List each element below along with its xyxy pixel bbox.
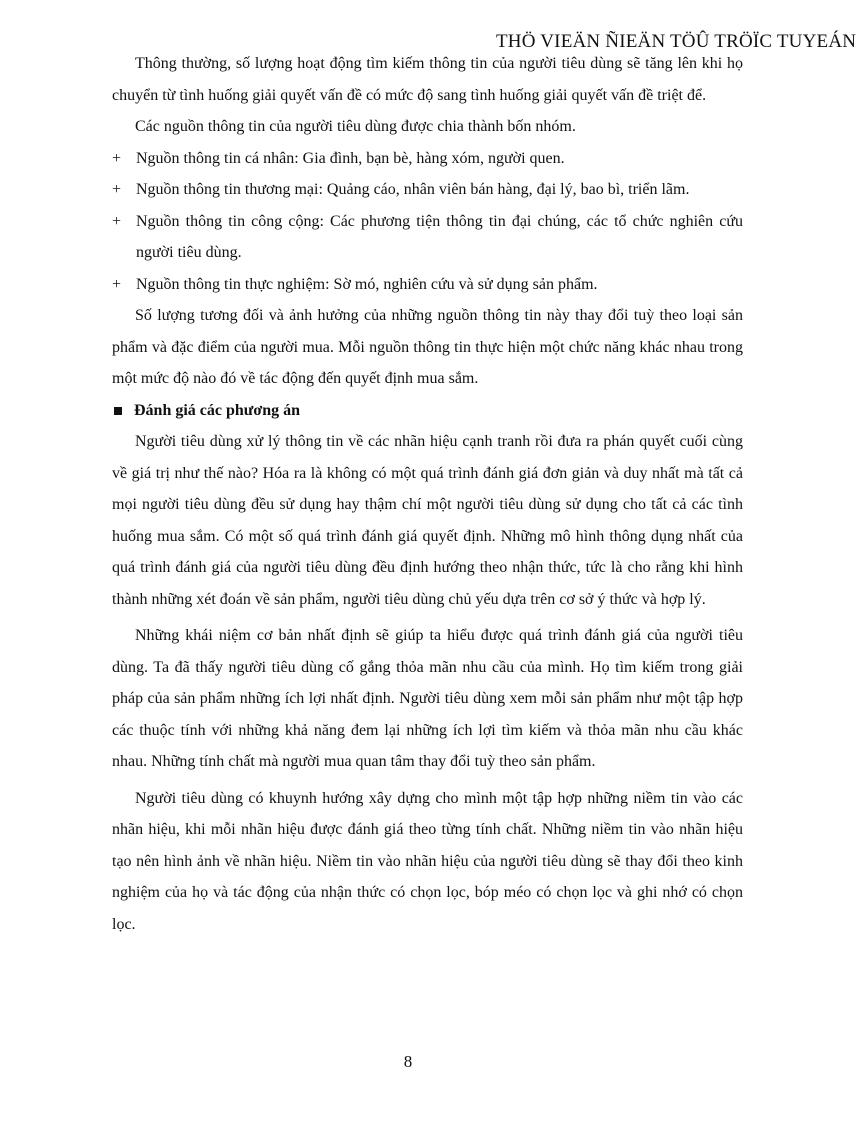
bullet-plus-icon: +	[112, 181, 122, 198]
list-item-text: Nguồn thông tin cá nhân: Gia đình, bạn bè, hàng xóm, người quen.	[136, 149, 565, 167]
bullet-plus-icon: +	[112, 212, 122, 230]
paragraph-basic-concepts: Những khái niệm cơ bản nhất định sẽ giúp ta hiểu được quá trình đánh giá của người tiêu dùng. Ta đã thấy người tiêu dùng cố gắng thỏa mãn nhu cầu của mình. Họ tìm kiếm trong giải pháp của sản phẩm những ích lợi nhất định. Người tiêu dùng xem mỗi sản phẩm như một tập hợp các thuộc tính với những khả năng đem lại những ích lợi tìm kiếm và thỏa mãn nhu cầu khác nhau. Những tính chất mà người mua quan tâm thay đổi tuỳ theo sản phẩm.	[112, 627, 743, 770]
list-item	[112, 206, 743, 269]
paragraph-info-sources-intro: Các nguồn thông tin của người tiêu dùng được chia thành bốn nhóm.	[135, 118, 576, 135]
paragraph-brand-beliefs: Người tiêu dùng có khuynh hướng xây dựng cho mình một tập hợp những niềm tin vào các nhãn hiệu, khi mỗi nhãn hiệu được đánh giá theo từng tính chất. Những niềm tin vào nhãn hiệu tạo nên hình ảnh về nhãn hiệu. Niềm tin vào nhãn hiệu của người tiêu dùng sẽ thay đổi theo kinh nghiệm của họ và tác động của nhận thức có chọn lọc, bóp méo có chọn lọc và ghi nhớ có chọn lọc.	[112, 789, 743, 933]
document-body	[112, 48, 743, 940]
bullet-plus-icon: +	[112, 149, 122, 167]
page-number: 8	[403, 1052, 413, 1071]
paragraph-relative-influence: Số lượng tương đối và ảnh hưởng của những nguồn thông tin này thay đổi tuỳ theo loại sản phẩm và đặc điểm của người mua. Mỗi nguồn thông tin thực hiện một chức năng khác nhau trong một mức độ nào đó về tác động đến quyết định mua sắm.	[112, 307, 743, 387]
list-item-text: Nguồn thông tin thương mại: Quảng cáo, nhân viên bán hàng, đại lý, bao bì, triển lãm.	[136, 181, 690, 198]
list-item-text: Nguồn thông tin thực nghiệm: Sờ mó, nghiên cứu và sử dụng sản phẩm.	[136, 275, 598, 293]
section-heading-text: Đánh giá các phương án	[134, 401, 301, 419]
list-item	[112, 269, 743, 301]
paragraph-evaluation-process: Người tiêu dùng xử lý thông tin về các nhãn hiệu cạnh tranh rồi đưa ra phán quyết cuối cùng về giá trị như thế nào? Hóa ra là không có một quá trình đánh giá đơn giản và duy nhất mà tất cả mọi người tiêu dùng đều sử dụng hay thậm chí một người tiêu dùng sử dụng cho tất cả các tình huống mua sắm. Có một số quá trình đánh giá quyết định. Những mô hình thông dụng nhất của quá trình đánh giá của người tiêu dùng đều định hướng theo nhận thức, tức là cho rằng khi hình thành những xét đoán về sản phẩm, người tiêu dùng chủ yếu dựa trên cơ sở ý thức và hợp lý.	[112, 433, 743, 608]
paragraph-search-activity: Thông thường, số lượng hoạt động tìm kiếm thông tin của người tiêu dùng sẽ tăng lên khi họ chuyển từ tình huống giải quyết vấn đề có mức độ sang tình huống giải quyết vấn đề triệt để.	[112, 55, 743, 104]
list-item	[112, 143, 743, 175]
square-bullet-icon	[114, 407, 122, 415]
list-item	[112, 174, 743, 206]
list-item-text: Nguồn thông tin công cộng: Các phương tiện thông tin đại chúng, các tổ chức nghiên cứu người tiêu dùng.	[136, 212, 743, 261]
watermark-header: THÖ VIEÄN ÑIEÄN TÖÛ TRÖÏC TUYEÁN	[496, 31, 856, 52]
bullet-plus-icon: +	[112, 275, 122, 293]
section-heading	[112, 395, 743, 427]
